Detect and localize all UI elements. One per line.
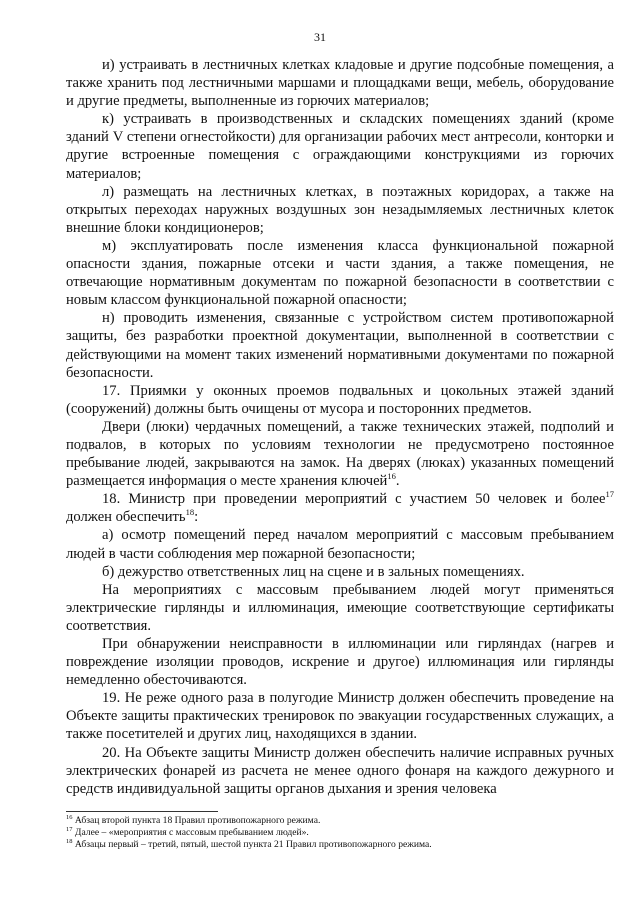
paragraph-item-l: л) размещать на лестничных клетках, в поэтажных коридорах, а также на открытых переходах наружных воздушных зон незадымляемых лестничных клеток внешние блоки кондиционеров;: [66, 183, 614, 236]
footnote-number: 17: [66, 825, 73, 833]
paragraph-20: 20. На Объекте защиты Министр должен обеспечить наличие исправных ручных электрических фонарей из расчета не менее одного фонаря на каждого дежурного и средств индивидуальной защиты органов дыхания и зрения человека: [66, 744, 614, 797]
paragraph-18-b: б) дежурство ответственных лиц на сцене и в зальных помещениях.: [102, 563, 525, 580]
footnote-16: [66, 815, 614, 827]
period: .: [395, 473, 400, 490]
footnote-ref-16[interactable]: 16: [387, 471, 396, 482]
paragraph-17-doors: [66, 418, 614, 490]
paragraph-item-n: н) проводить изменения, связанные с устройством систем противопожарной защиты, без разработки проектной документации, выполненной в соответствии с действующими на момент таких изменений нормативными документами по пожарной безопасности.: [66, 310, 614, 381]
paragraph-malfunction: При обнаружении неисправности в иллюминации или гирляндах (нагрев и повреждение изоляции проводов, искрение и другое) иллюминация или гирлянды немедленно обесточиваются.: [66, 636, 614, 689]
paragraph-item-i: и) устраивать в лестничных клетках кладовые и другие подсобные помещения, а также хранить под лестничными маршами и площадками вещи, мебель, оборудование и другие предметы, выполненные из горючих материалов;: [66, 57, 614, 110]
footnote-divider: [66, 811, 218, 812]
paragraph-18-text: 18. Министр при проведении мероприятий с участием 50 человек и более: [102, 491, 606, 508]
colon: :: [194, 509, 199, 526]
footnote-number: 18: [66, 837, 73, 845]
page-number: 31: [314, 30, 326, 44]
footnote-text: Далее – «мероприятия с массовым пребыванием людей».: [74, 827, 309, 838]
footnote-text: Абзац второй пункта 18 Правил противопожарного режима.: [74, 815, 321, 826]
footnote-text: Абзацы первый – третий, пятый, шестой пункта 21 Правил противопожарного режима.: [74, 839, 432, 850]
footnote-ref-18[interactable]: 18: [185, 507, 195, 518]
footnote-17: [66, 827, 614, 839]
footnotes: [66, 815, 614, 851]
paragraph-item-m: м) эксплуатировать после изменения класса функциональной пожарной опасности здания, пожарные отсеки и части здания, а также помещения, не отвечающие нормативным документам по пожарной безопасности в соответствии с новым классом функциональной пожарной опасности;: [66, 237, 614, 309]
paragraph-18: [66, 490, 614, 526]
paragraph-18-a: а) осмотр помещений перед началом мероприятий с массовым пребыванием людей в части соблюдения мер пожарной безопасности;: [66, 527, 614, 562]
paragraph-17: 17. Приямки у оконных проемов подвальных и цокольных этажей зданий (сооружений) должны быть очищены от мусора и посторонних предметов.: [66, 382, 614, 417]
paragraph-18-text-cont: должен обеспечить: [66, 509, 186, 526]
paragraph-garlands: На мероприятиях с массовым пребыванием людей могут применяться электрические гирлянды и иллюминация, имеющие соответствующие сертификаты соответствия.: [66, 581, 614, 634]
paragraph-19: 19. Не реже одного раза в полугодие Министр должен обеспечить проведение на Объекте защиты практических тренировок по эвакуации государственных служащих, а также посетителей и других лиц, находящихся в здании.: [66, 690, 614, 743]
footnote-number: 16: [66, 813, 73, 821]
paragraph-item-k: к) устраивать в производственных и складских помещениях зданий (кроме зданий V степени огнестойкости) для организации рабочих мест антресоли, конторки и другие встроенные помещения с ограждающими конструкциями из горючих материалов;: [66, 111, 614, 182]
footnote-ref-17[interactable]: 17: [605, 489, 614, 500]
document-body: [66, 56, 614, 798]
paragraph-17-doors-text: Двери (люки) чердачных помещений, а также технических этажей, подполий и подвалов, в которых по условиям технологии не предусмотрено постоянное пребывание людей, закрываются на замок. На дверях (люках) указанных помещений размещается информация о месте хранения ключей: [66, 418, 614, 490]
footnote-18: [66, 839, 614, 851]
